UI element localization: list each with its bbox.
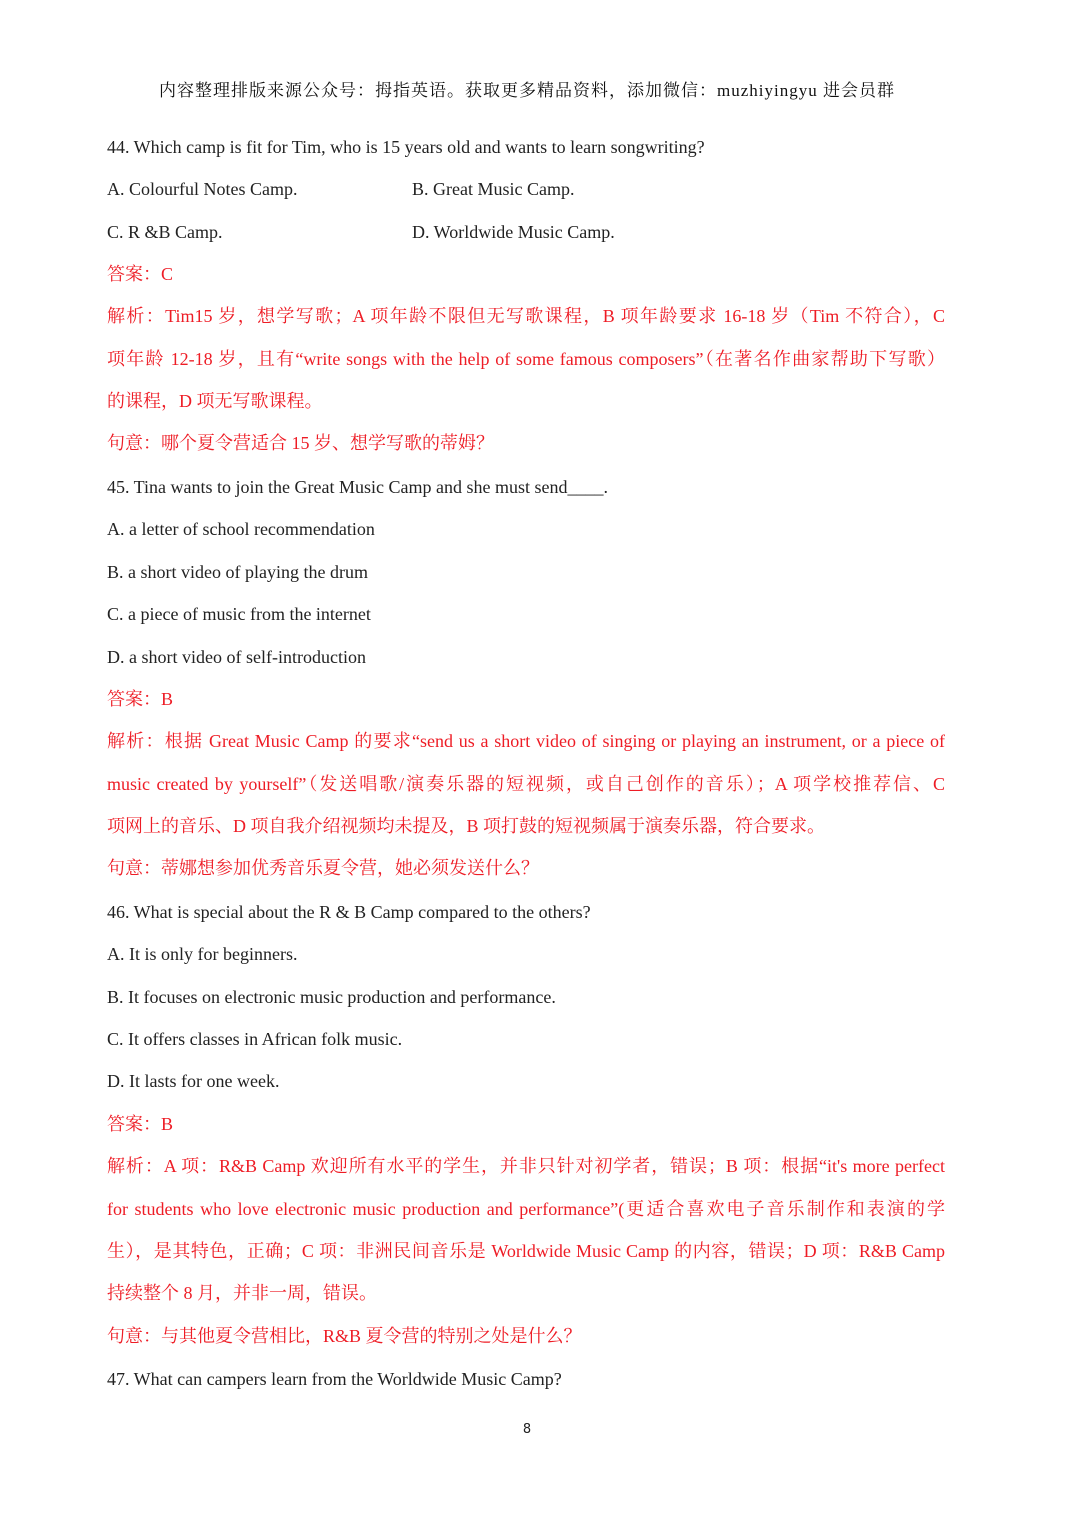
option-a: A. a letter of school recommendation	[107, 519, 375, 539]
option-a: A. It is only for beginners.	[107, 944, 298, 964]
option-b: B. It focuses on electronic music production and performance.	[107, 987, 556, 1007]
explanation-line: 项年龄 12-18 岁，且有“write songs with the help of some famous composers”（在著名作曲家帮助下写歌）	[107, 349, 945, 369]
option-a: A. Colourful Notes Camp.	[107, 179, 298, 199]
option-c: C. It offers classes in African folk music.	[107, 1029, 403, 1049]
explanation-line: 生），是其特色，正确；C 项：非洲民间音乐是 Worldwide Music Camp 的内容，错误；D 项：R&B Camp	[107, 1241, 945, 1261]
meaning-45: 句意：蒂娜想参加优秀音乐夏令营，她必须发送什么？	[107, 858, 539, 878]
question-47: 47. What can campers learn from the Worldwide Music Camp?	[107, 1369, 562, 1389]
meaning-46: 句意：与其他夏令营相比，R&B 夏令营的特别之处是什么？	[107, 1326, 582, 1346]
option-c: C. a piece of music from the internet	[107, 604, 371, 624]
answer-45: 答案：B	[107, 689, 174, 709]
answer-46: 答案：B	[107, 1114, 174, 1134]
option-d: D. a short video of self-introduction	[107, 647, 366, 667]
explanation-line: 项网上的音乐、D 项自我介绍视频均未提及，B 项打鼓的短视频属于演奏乐器，符合要求。	[107, 816, 826, 836]
explanation-line: 解析：A 项：R&B Camp 欢迎所有水平的学生，并非只针对初学者，错误；B 项：根据“it's more perfect	[107, 1156, 945, 1176]
answer-44: 答案：C	[107, 264, 174, 284]
page-header: 内容整理排版来源公众号：拇指英语。获取更多精品资料，添加微信：muzhiyingyu 进会员群	[159, 81, 895, 100]
explanation-line: 的课程，D 项无写歌课程。	[107, 391, 323, 411]
meaning-44: 句意：哪个夏令营适合 15 岁、想学写歌的蒂姆？	[107, 433, 494, 453]
explanation-line: 持续整个 8 月，并非一周，错误。	[107, 1283, 377, 1303]
option-c: C. R &B Camp.	[107, 222, 223, 242]
question-45: 45. Tina wants to join the Great Music Camp and she must send____.	[107, 477, 608, 497]
option-d: D. Worldwide Music Camp.	[412, 222, 615, 242]
question-44: 44. Which camp is fit for Tim, who is 15 years old and wants to learn songwriting?	[107, 137, 705, 157]
option-b: B. a short video of playing the drum	[107, 562, 368, 582]
option-d: D. It lasts for one week.	[107, 1071, 280, 1091]
explanation-line: music created by yourself”（发送唱歌/演奏乐器的短视频，或自己创作的音乐）；A 项学校推荐信、C	[107, 774, 945, 794]
explanation-line: 解析：根据 Great Music Camp 的要求“send us a short video of singing or playing an instrument, or a piece of	[107, 731, 945, 751]
question-46: 46. What is special about the R & B Camp compared to the others?	[107, 902, 591, 922]
option-b: B. Great Music Camp.	[412, 179, 575, 199]
page-number: 8	[522, 1422, 532, 1437]
explanation-line: 解析：Tim15 岁，想学写歌；A 项年龄不限但无写歌课程，B 项年龄要求 16-18 岁（Tim 不符合），C	[107, 306, 945, 326]
explanation-line: for students who love electronic music production and performance”(更适合喜欢电子音乐制作和表演的学	[107, 1199, 945, 1219]
